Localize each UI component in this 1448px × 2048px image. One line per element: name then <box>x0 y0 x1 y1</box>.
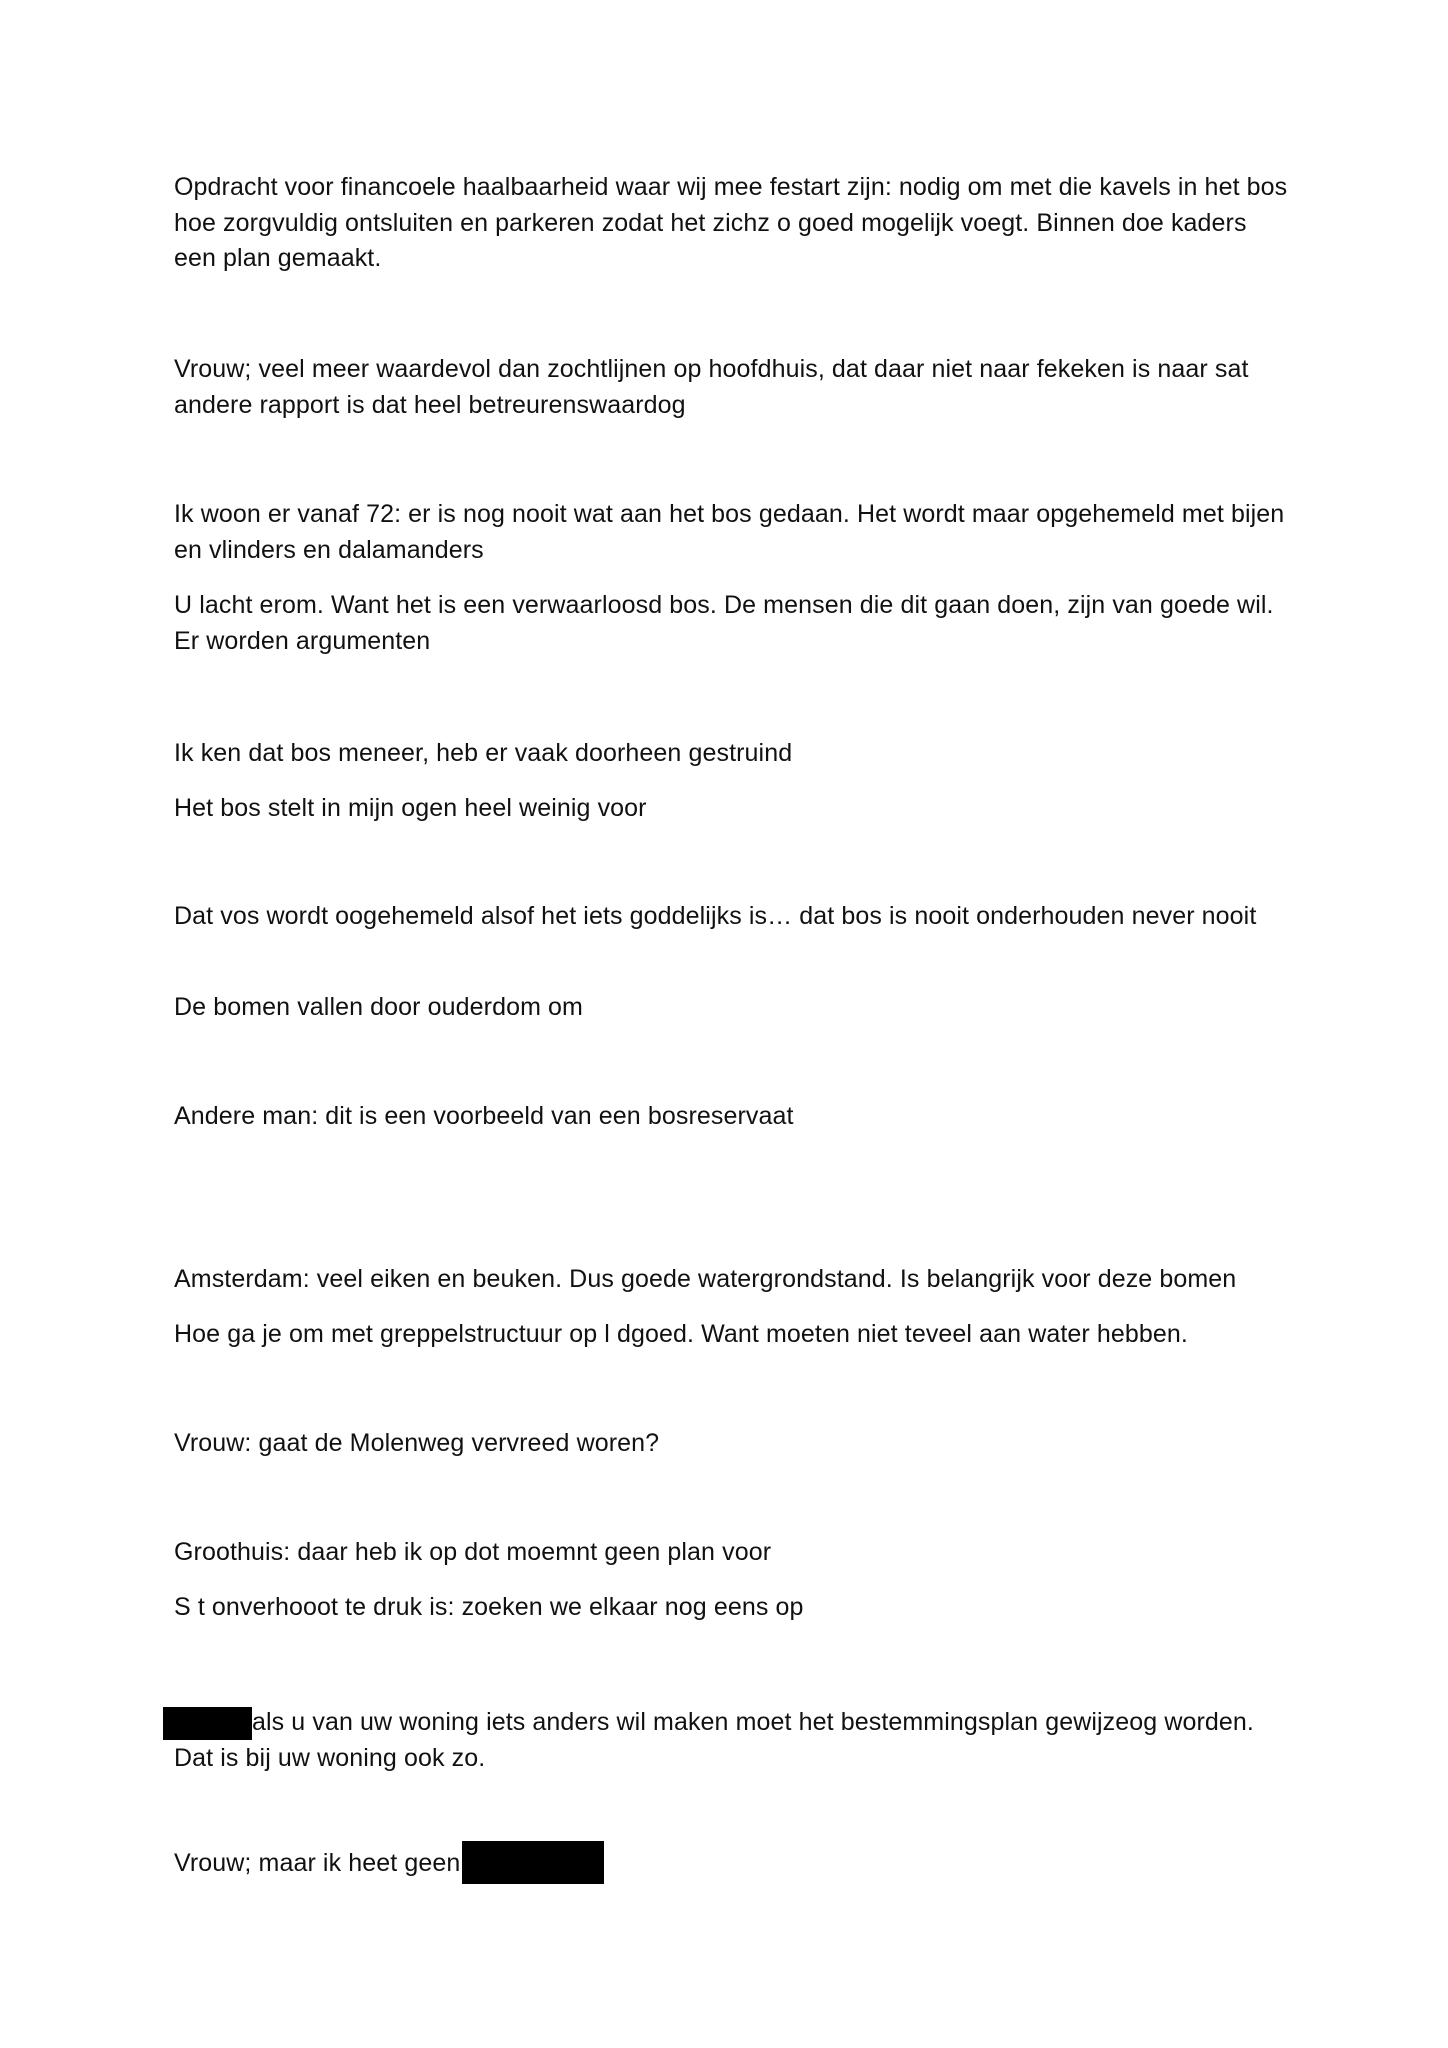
paragraph-9: Andere man: dit is een voorbeeld van een bosreservaat <box>174 1102 794 1130</box>
paragraph-16 <box>174 1843 1294 1886</box>
paragraph-7: Dat vos wordt oogehemeld alsof het iets goddelijks is… dat bos is nooit onderhouden never nooit <box>174 902 1257 930</box>
paragraph-15: als u van uw woning iets anders wil maken moet het bestemmingsplan gewijzeog worden. Dat is bij uw woning ook zo. <box>174 1708 1254 1772</box>
paragraph-5: Ik ken dat bos meneer, heb er vaak doorheen gestruind <box>174 739 793 767</box>
paragraph-6: Het bos stelt in mijn ogen heel weinig voor <box>174 794 647 822</box>
paragraph-16-text: Vrouw; maar ik heet geen <box>174 1849 461 1878</box>
paragraph-4: U lacht erom. Want het is een verwaarloosd bos. De mensen die dit gaan doen, zijn van goede wil. Er worden argumenten <box>174 591 1274 655</box>
paragraph-11: Hoe ga je om met greppelstructuur op l dgoed. Want moeten niet teveel aan water hebben. <box>174 1320 1188 1348</box>
paragraph-12: Vrouw: gaat de Molenweg vervreed woren? <box>174 1429 660 1457</box>
paragraph-1: Opdracht voor financoele haalbaarheid waar wij mee festart zijn: nodig om met die kavels in het bos hoe zorgvuldig ontsluiten en parkeren zodat het zichz o goed mogelijk voegt. Binnen doe kaders een plan gemaakt. <box>174 173 1288 272</box>
paragraph-3: Ik woon er vanaf 72: er is nog nooit wat aan het bos gedaan. Het wordt maar opgehemeld met bijen en vlinders en dalamanders <box>174 500 1285 564</box>
paragraph-8: De bomen vallen door ouderdom om <box>174 993 583 1021</box>
redaction-block <box>462 1841 604 1884</box>
paragraph-10: Amsterdam: veel eiken en beuken. Dus goede watergrondstand. Is belangrijk voor deze bomen <box>174 1265 1237 1293</box>
paragraph-2: Vrouw; veel meer waardevol dan zochtlijnen op hoofdhuis, dat daar niet naar fekeken is naar sat andere rapport is dat heel betreurenswaardog <box>174 355 1249 419</box>
paragraph-13: Groothuis: daar heb ik op dot moemnt geen plan voor <box>174 1538 772 1566</box>
paragraph-14: S t onverhooot te druk is: zoeken we elkaar nog eens op <box>174 1593 804 1621</box>
